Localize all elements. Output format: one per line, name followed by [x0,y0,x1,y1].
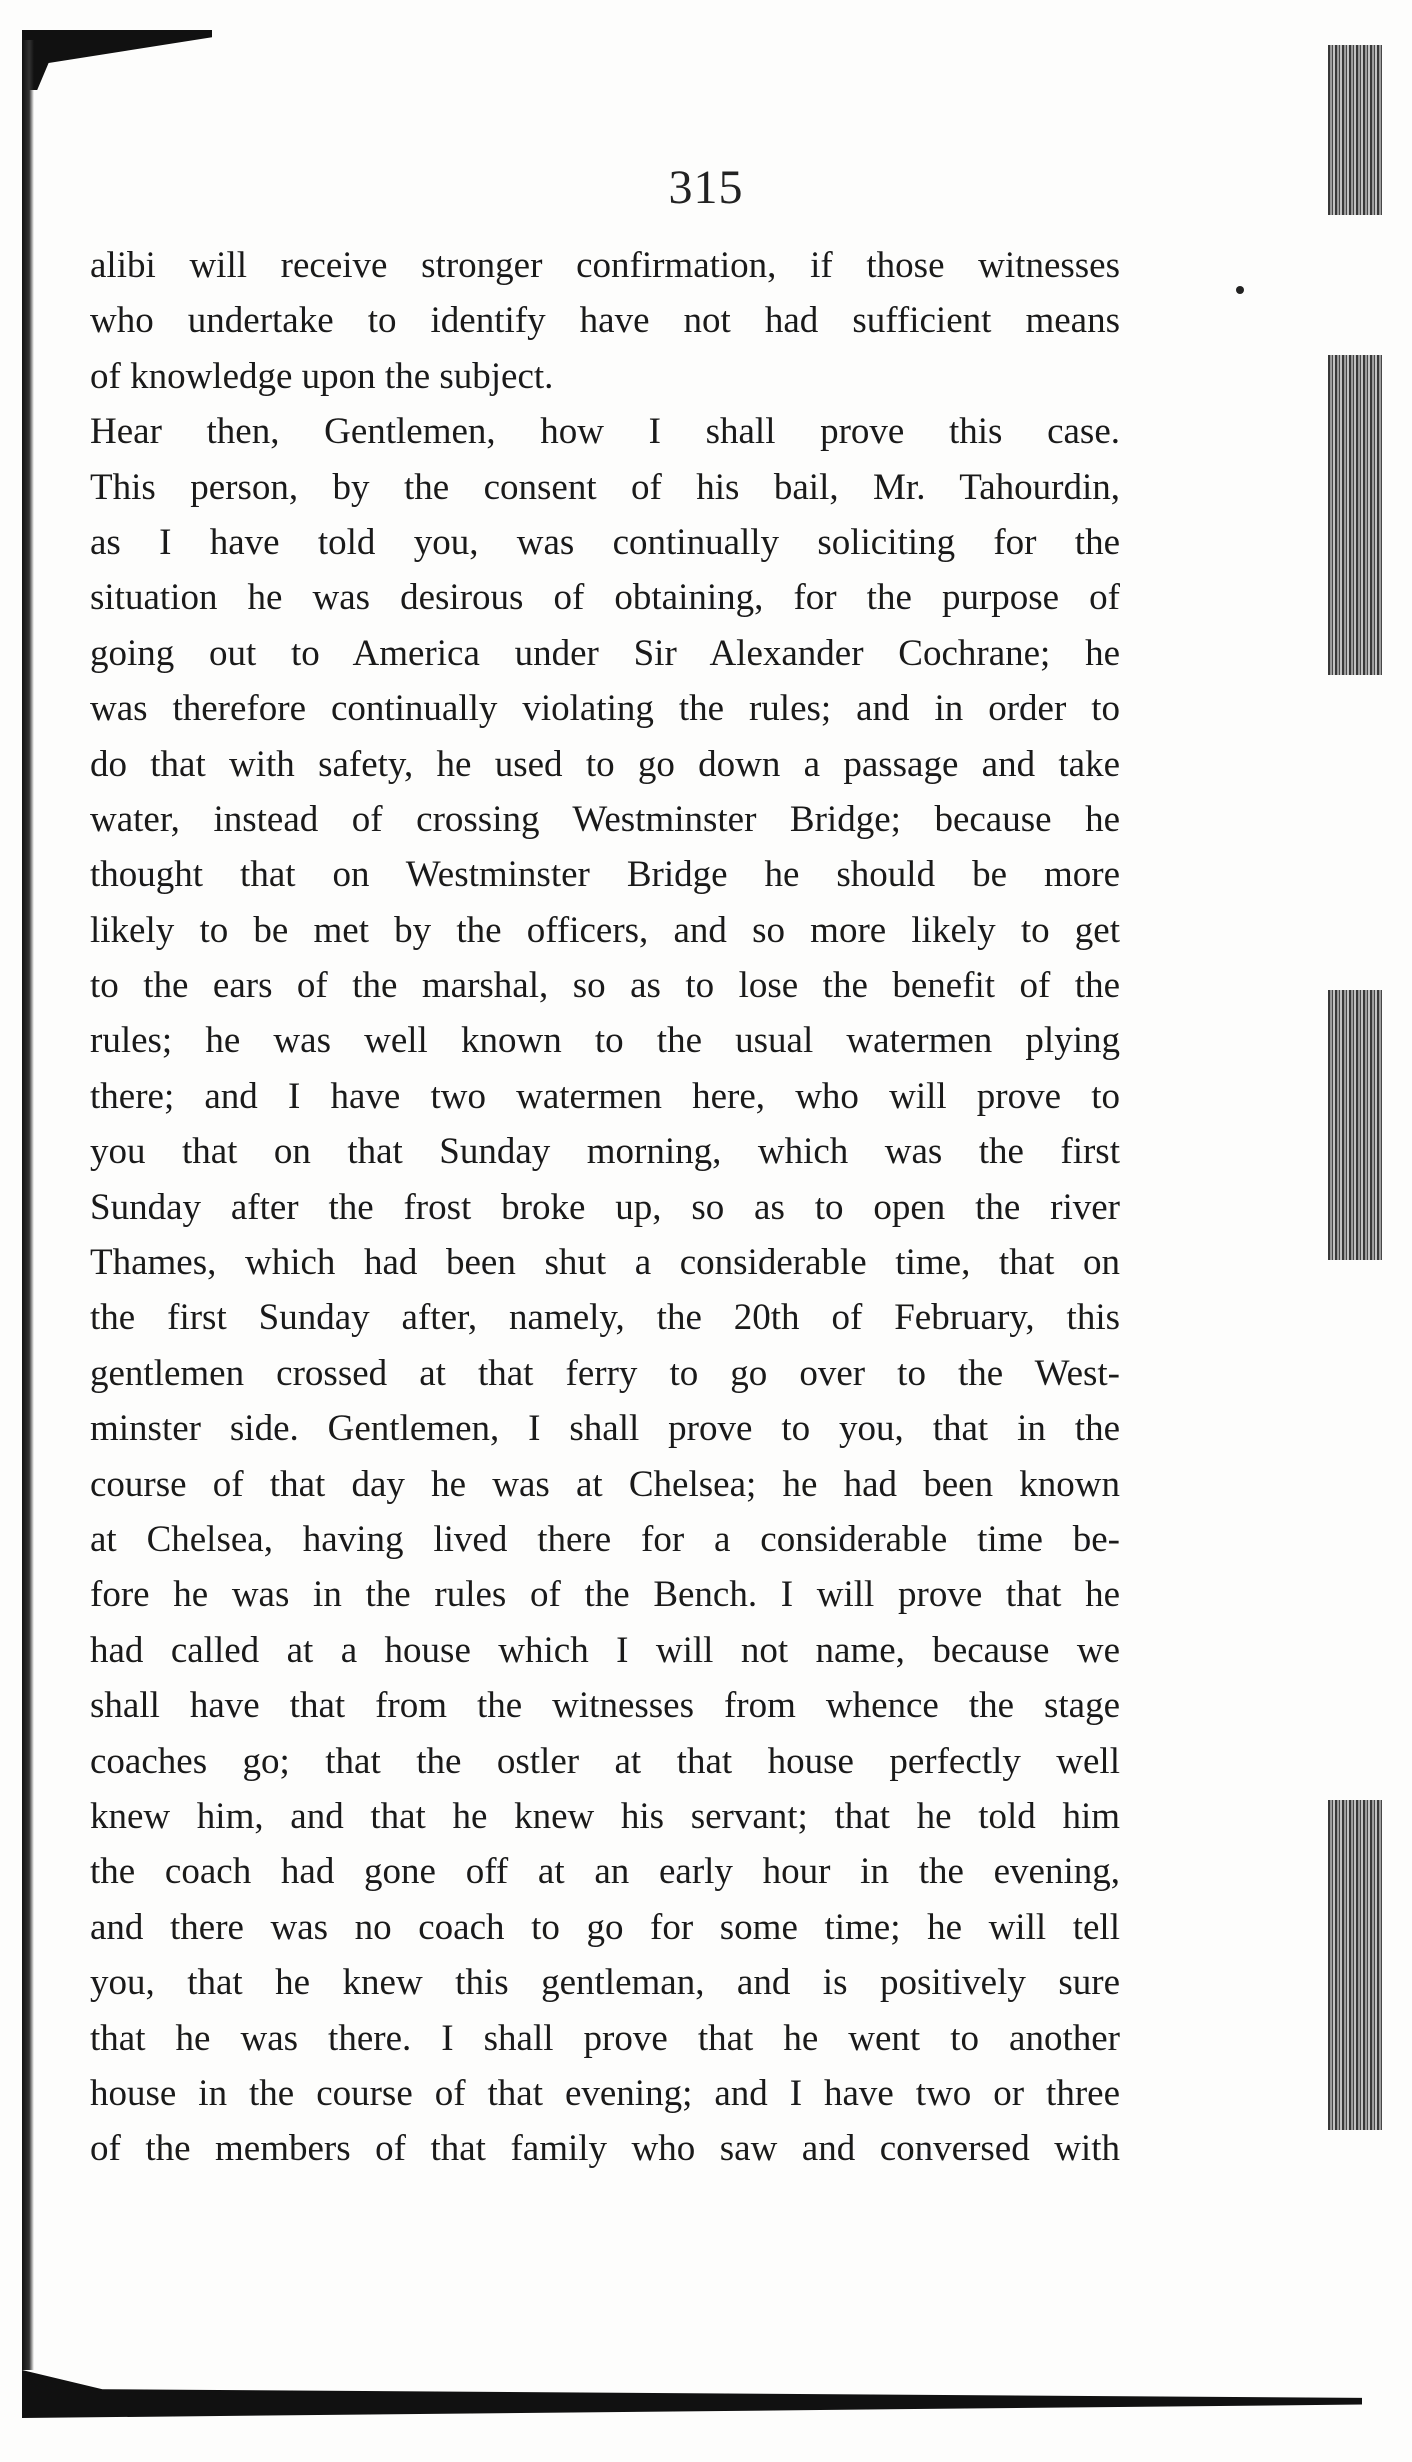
text-line: rules; he was well known to the usual watermen plying [90,1020,1120,1062]
text-line: thought that on Westminster Bridge he should be more [90,854,1120,896]
text-line: as I have told you, was continually soliciting for the [90,521,1120,563]
page-number: 315 [668,161,744,214]
text-line: knew him, and that he knew his servant; that he told him [90,1795,1120,1837]
text-line: shall have that from the witnesses from whence the stage [90,1685,1120,1727]
text-line: the coach had gone off at an early hour in the evening, [90,1851,1120,1893]
text-line: water, instead of crossing Westminster Bridge; because he [90,798,1120,840]
text-line: you that on that Sunday morning, which was the first [90,1131,1120,1173]
binding-shadow-top [22,30,212,90]
text-line: the first Sunday after, namely, the 20th of February, this [90,1297,1120,1339]
text-line: Sunday after the frost broke up, so as to open the river [90,1186,1120,1228]
text-line: had called at a house which I will not name, because we [90,1629,1120,1671]
text-line: do that with safety, he used to go down a passage and take [90,743,1120,785]
text-line: who undertake to identify have not had sufficient means [90,300,1120,342]
text-line: there; and I have two watermen here, who will prove to [90,1075,1120,1117]
text-line: Hear then, Gentlemen, how I shall prove this case. [90,411,1120,453]
text-line: alibi will receive stronger confirmation, if those witnesses [90,245,1120,286]
binding-shadow-left [22,40,34,2370]
ink-speck [1236,286,1244,294]
text-line: likely to be met by the officers, and so more likely to get [90,909,1120,951]
text-line: fore he was in the rules of the Bench. I will prove that he [90,1574,1120,1616]
text-line: of the members of that family who saw and conversed with [90,2128,1120,2170]
page-edge-strip [1328,1800,1382,2130]
text-line: coaches go; that the ostler at that house perfectly well [90,1740,1120,1782]
text-line: Thames, which had been shut a considerable time, that on [90,1242,1120,1284]
text-line: to the ears of the marshal, so as to lose the benefit of the [90,965,1120,1007]
text-line: that he was there. I shall prove that he went to another [90,2017,1120,2059]
text-line: at Chelsea, having lived there for a considerable time be- [90,1518,1120,1560]
page-edge-strip [1328,990,1382,1260]
binding-shadow-bottom [22,2370,1362,2418]
text-line: house in the course of that evening; and I have two or three [90,2072,1120,2114]
text-line: This person, by the consent of his bail, Mr. Tahourdin, [90,466,1120,508]
text-line: going out to America under Sir Alexander Cochrane; he [90,632,1120,674]
text-line: you, that he knew this gentleman, and is positively sure [90,1962,1120,2004]
body-text [90,238,1120,2177]
text-line: course of that day he was at Chelsea; he had been known [90,1463,1120,1505]
text-line: situation he was desirous of obtaining, for the purpose of [90,577,1120,619]
page-edge-strip [1328,355,1382,675]
text-line: of knowledge upon the subject. [90,355,554,397]
text-line: gentlemen crossed at that ferry to go over to the West- [90,1352,1120,1394]
text-line: was therefore continually violating the rules; and in order to [90,688,1120,730]
text-line: and there was no coach to go for some time; he will tell [90,1906,1120,1948]
text-line: minster side. Gentlemen, I shall prove to you, that in the [90,1408,1120,1450]
